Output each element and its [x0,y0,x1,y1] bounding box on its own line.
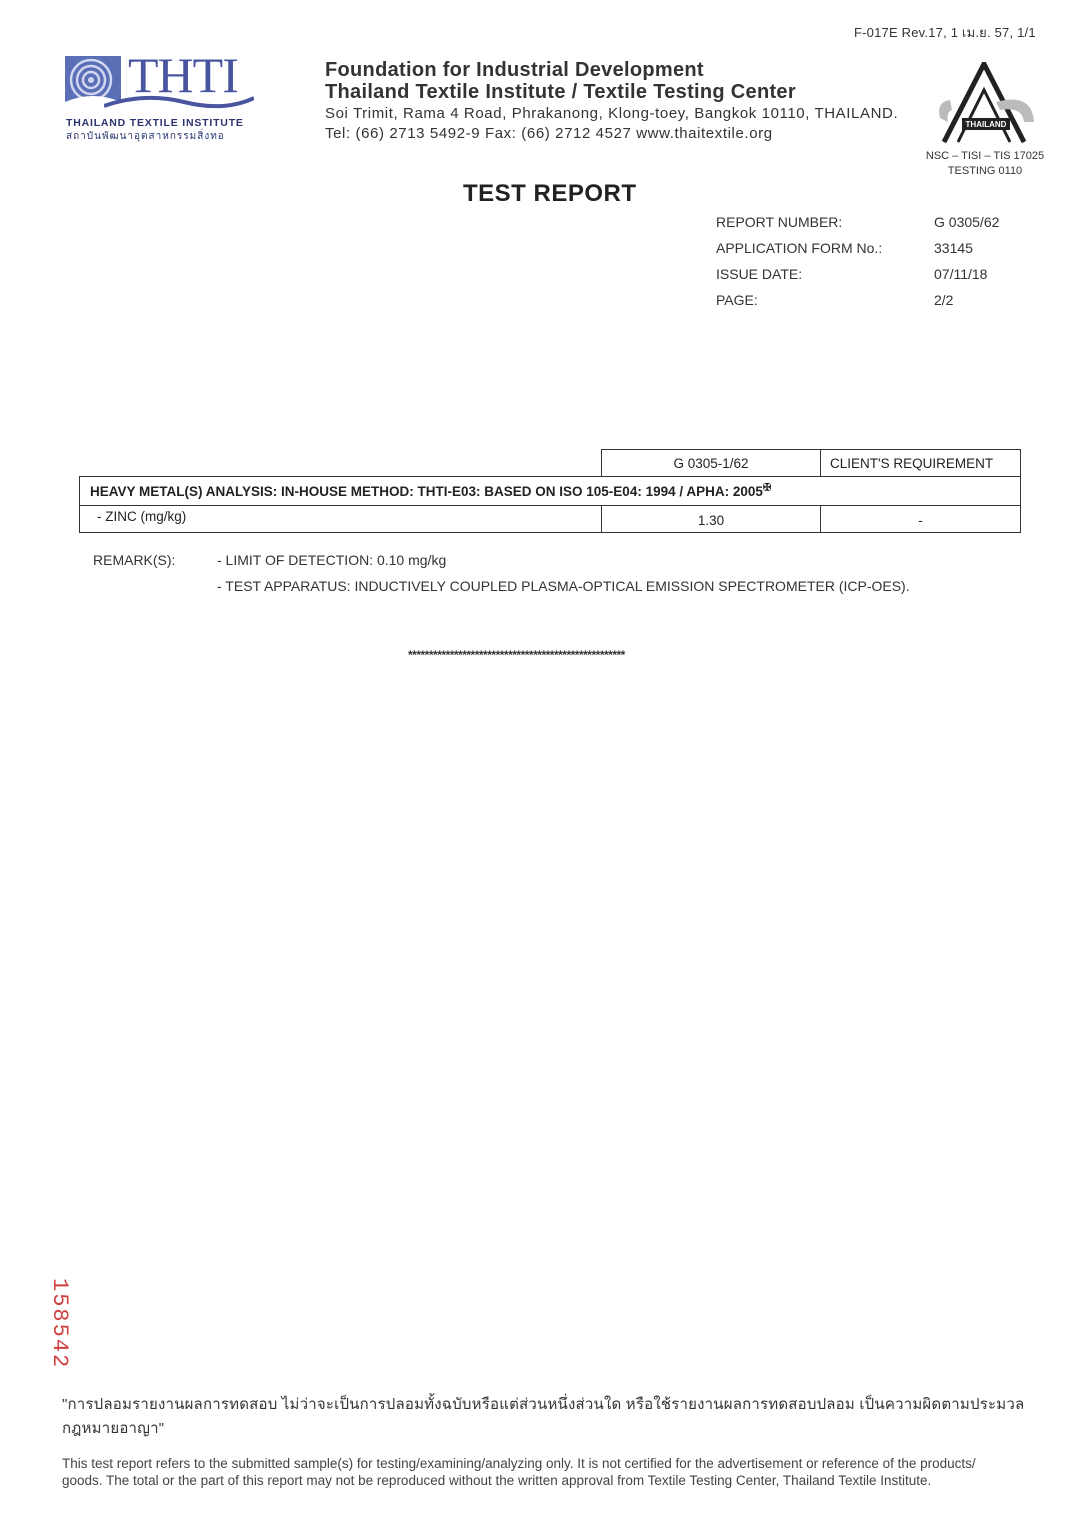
meta-row-page [716,292,999,318]
table-row-requirement: - [820,505,1021,533]
remarks-list [217,552,910,604]
test-method-row [79,476,1021,506]
serial-number-wrap [47,1278,163,1370]
disclaimer [62,1455,1062,1489]
table-row-value: 1.30 [601,505,821,533]
report-meta [716,214,999,318]
org-name-line1: Foundation for Industrial Development [325,59,704,81]
organization-header [325,59,898,143]
remark-item: - TEST APPARATUS: INDUCTIVELY COUPLED PLASMA-OPTICAL EMISSION SPECTROMETER (ICP-OES). [217,578,910,594]
org-contact: Tel: (66) 2713 5492-9 Fax: (66) 2712 4527 www.thaitextile.org [325,125,773,142]
meta-row-application-form [716,240,999,266]
serial-number: 158542 [47,1278,72,1370]
form-code: F-017E Rev.17, 1 เม.ย. 57, 1/1 [854,25,1036,40]
accreditation-line2: TESTING 0110 [947,165,1023,177]
column-header-sample: G 0305-1/62 [601,449,821,477]
org-name-line2: Thailand Textile Institute / Textile Testing Center [325,81,796,103]
meta-value: 33145 [934,240,973,256]
thti-logo [64,47,254,146]
test-method-text: HEAVY METAL(S) ANALYSIS: IN-HOUSE METHOD: THTI-E03: BASED ON ISO 105-E04: 1994 / APHA: 2005 [90,484,763,499]
column-header-client-requirement: CLIENT'S REQUIREMENT [820,449,1021,477]
logo-abbreviation: THTI [128,47,238,103]
meta-label: REPORT NUMBER: [716,214,843,230]
meta-value: 07/11/18 [934,266,988,282]
nac-accreditation-icon [936,62,1036,146]
meta-value: G 0305/62 [934,214,1000,230]
meta-label: ISSUE DATE: [716,266,803,282]
logo-name-th: สถาบันพัฒนาอุตสาหกรรมสิ่งทอ [66,131,225,142]
meta-label: APPLICATION FORM No.: [716,240,883,256]
end-of-report-marker: **************************************************** [408,648,625,662]
meta-value: 2/2 [934,292,954,308]
remarks-label: REMARK(S): [93,552,176,568]
remark-item: - LIMIT OF DETECTION: 0.10 mg/kg [217,552,447,568]
logo-name-en: THAILAND TEXTILE INSTITUTE [66,117,244,129]
meta-label: PAGE: [716,292,758,308]
logo-wave-icon [104,88,254,114]
meta-row-issue-date [716,266,999,292]
disclaimer-line1: This test report refers to the submitted sample(s) for testing/examining/analyzing only. It is not certified for the advertisement or reference of the products/ [62,1456,976,1471]
method-mark: ✠ [762,482,772,494]
accreditation-line1: NSC – TISI – TIS 17025 [925,150,1045,162]
meta-row-report-number [716,214,999,240]
org-address: Soi Trimit, Rama 4 Road, Phrakanong, Klong-toey, Bangkok 10110, THAILAND. [325,105,899,122]
page-title: TEST REPORT [463,180,637,207]
nac-badge-text: THAILAND [965,120,1007,129]
disclaimer-line2: goods. The total or the part of this report may not be reproduced without the written approval from Textile Testing Center, Thailand Textile Institute. [62,1473,932,1488]
results-table [79,449,1021,533]
forgery-warning: "การปลอมรายงานผลการทดสอบ ไม่ว่าจะเป็นการปลอมทั้งฉบับหรือแต่ส่วนหนึ่งส่วนใด หรือใช้รายงานผลการทดสอบปลอม เป็นความผิดตามประมวลกฎหมายอาญา" [62,1396,1025,1437]
table-row-item: - ZINC (mg/kg) [79,505,602,533]
